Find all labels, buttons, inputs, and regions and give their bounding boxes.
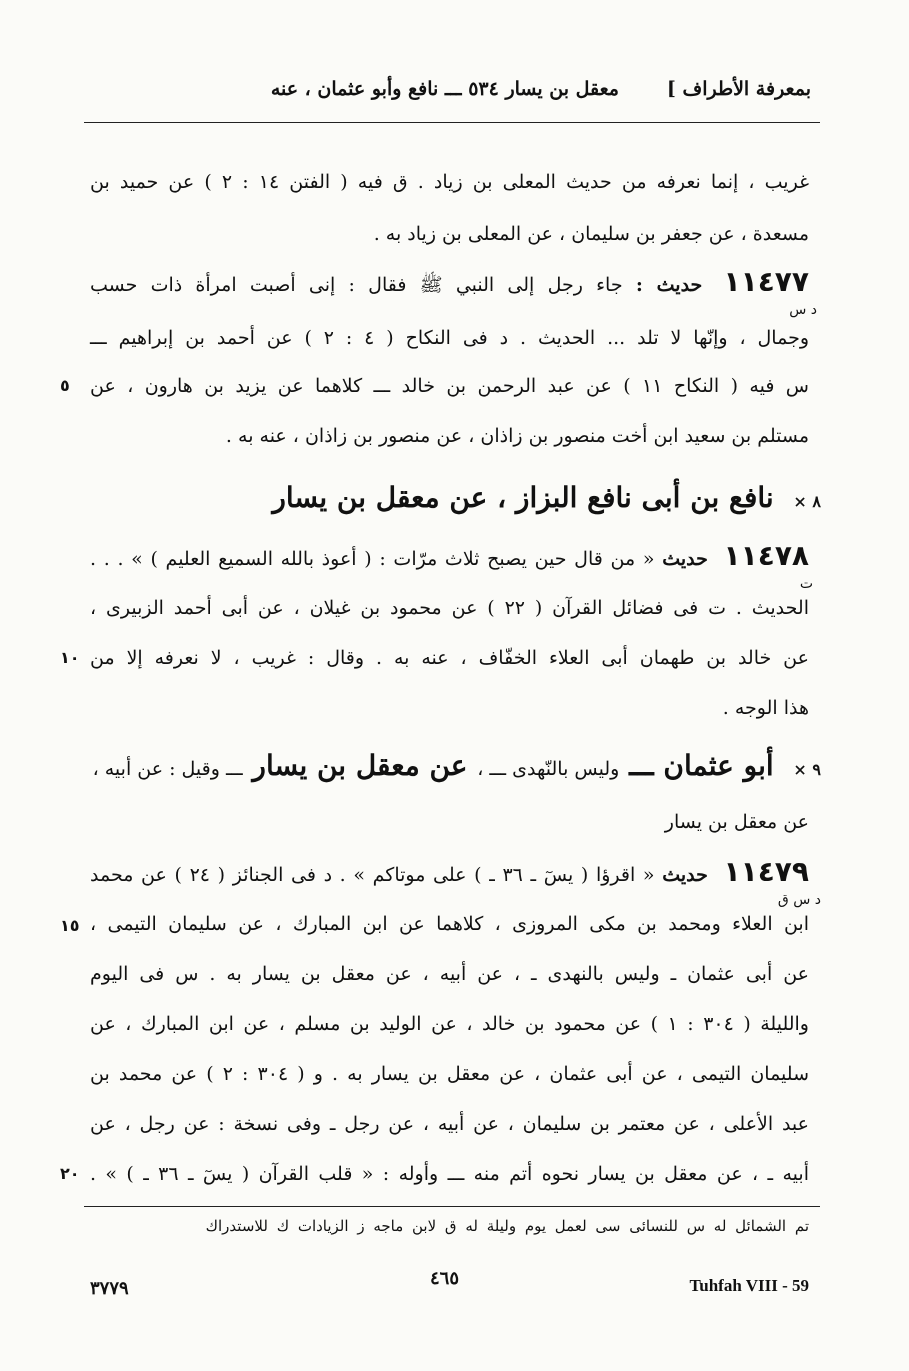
text-line: عن معقل بن يسار bbox=[664, 811, 809, 833]
text-line: مستلم بن سعيد ابن أخت منصور بن زاذان ، عن منصور بن زاذان ، عنه به . bbox=[225, 425, 809, 447]
hadith-number: ١١٤٧٨ bbox=[723, 539, 809, 572]
hadith-number: ١١٤٧٩ bbox=[723, 855, 809, 888]
page-number: ٤٦٥ bbox=[430, 1268, 460, 1289]
source-sigla: د س bbox=[789, 302, 817, 318]
margin-line-number: ٥ bbox=[60, 376, 70, 395]
footnote-rule bbox=[84, 1206, 820, 1207]
section-marker: ٨ × bbox=[793, 492, 821, 511]
hadith-text: جاء رجل إلى النبي ﷺ فقال : إنى أصبت امرأة ذات حسب bbox=[90, 274, 623, 296]
hadith-11478-line bbox=[90, 539, 809, 573]
text-line: سليمان التيمى ، عن أبى عثمان ، عن معقل بن يسار به . و ( ٣٠٤ : ٢ ) عن محمد بن bbox=[90, 1063, 810, 1085]
text-line: مسعدة ، عن جعفر بن سليمان ، عن المعلى بن زياد به . bbox=[373, 223, 809, 245]
text-line: عبد الأعلى ، عن معتمر بن سليمان ، عن أبيه ، عن رجل ـ وفى نسخة : عن رجل ، عن bbox=[90, 1113, 809, 1135]
section-title-part: عن معقل بن يسار bbox=[252, 749, 468, 782]
section-title-note: وليس بالنّهدى ـــ ، bbox=[477, 758, 620, 780]
section-title: نافع بن أبى نافع البزاز ، عن معقل بن يسار bbox=[272, 481, 774, 514]
hadith-text: « من قال حين يصبح ثلاث مرّات : ( أعوذ بالله السميع العليم ) » . . . bbox=[90, 548, 655, 570]
margin-line-number: ٢٠ bbox=[60, 1164, 80, 1183]
section-heading-9 bbox=[92, 746, 821, 790]
text-line: أبيه ـ ، عن معقل بن يسار نحوه أتم منه ـــ وأوله : « قلب القرآن ( يسٓ ـ ٣٦ ـ ) » . bbox=[90, 1163, 809, 1185]
footer-hadith-count: ٣٧٧٩ bbox=[90, 1278, 129, 1299]
header-rule bbox=[84, 122, 820, 123]
text-line: وجمال ، وإنّها لا تلد ... الحديث . د فى النكاح ( ٤ : ٢ ) عن أحمد بن إبراهيم ـــ bbox=[90, 327, 809, 349]
text-line: عن أبى عثمان ـ وليس بالنهدى ـ ، عن أبيه ، عن معقل بن يسار به . س فى اليوم bbox=[90, 963, 809, 985]
text-line: هذا الوجه . bbox=[722, 697, 809, 719]
text-line: س فيه ( النكاح ١١ ) عن عبد الرحمن بن خالد ـــ كلاهما عن يزيد بن هارون ، عن bbox=[90, 375, 809, 397]
text-line: عن خالد بن طهمان أبى العلاء الخفّاف ، عنه به . وقال : غريب ، لا نعرفه إلا من bbox=[90, 647, 809, 669]
hadith-11479-line bbox=[90, 855, 809, 889]
source-sigla: ت bbox=[799, 576, 813, 592]
hadith-keyword: حديث : bbox=[635, 274, 703, 296]
section-marker: ٩ × bbox=[793, 760, 821, 779]
header-subtitle: معقل بن يسار ٥٣٤ ـــ نافع وأبو عثمان ، عنه bbox=[270, 78, 619, 100]
hadith-text: « اقرؤا ( يسٓ ـ ٣٦ ـ ) على موتاكم » . د فى الجنائز ( ٢٤ ) عن محمد bbox=[90, 864, 655, 886]
footer-volume-label: Tuhfah VIII - 59 bbox=[689, 1276, 809, 1295]
text-line: ابن العلاء ومحمد بن مكى المروزى ، كلاهما عن ابن المبارك ، عن سليمان التيمى ، bbox=[90, 913, 809, 935]
section-title-part: أبو عثمان ـــ bbox=[629, 749, 774, 782]
hadith-keyword: حديث bbox=[662, 548, 708, 570]
hadith-number: ١١٤٧٧ bbox=[723, 265, 809, 298]
section-title-note: ـــ وقيل : عن أبيه ، bbox=[92, 758, 243, 780]
text-line: والليلة ( ٣٠٤ : ١ ) عن محمود بن خالد ، عن الوليد بن مسلم ، عن ابن المبارك ، عن bbox=[90, 1013, 809, 1035]
hadith-11477-line bbox=[90, 265, 809, 299]
margin-line-number: ١٠ bbox=[60, 648, 80, 667]
margin-line-number: ١٥ bbox=[60, 916, 80, 935]
source-sigla: د س ق bbox=[777, 892, 821, 908]
text-line: الحديث . ت فى فضائل القرآن ( ٢٢ ) عن محمود بن غيلان ، عن أبى أحمد الزبيرى ، bbox=[90, 597, 809, 619]
section-heading-8 bbox=[272, 478, 821, 522]
header-title: بمعرفة الأطراف ] bbox=[666, 78, 811, 100]
text-line: غريب ، إنما نعرفه من حديث المعلى بن زياد . ق فيه ( الفتن ١٤ : ٢ ) عن حميد بن bbox=[90, 171, 809, 193]
footnote-legend: تم الشمائل له س للنسائى سى لعمل يوم وليلة له ق لابن ماجه ز الزيادات ك للاستدراك bbox=[205, 1217, 809, 1235]
hadith-keyword: حديث bbox=[662, 864, 708, 886]
